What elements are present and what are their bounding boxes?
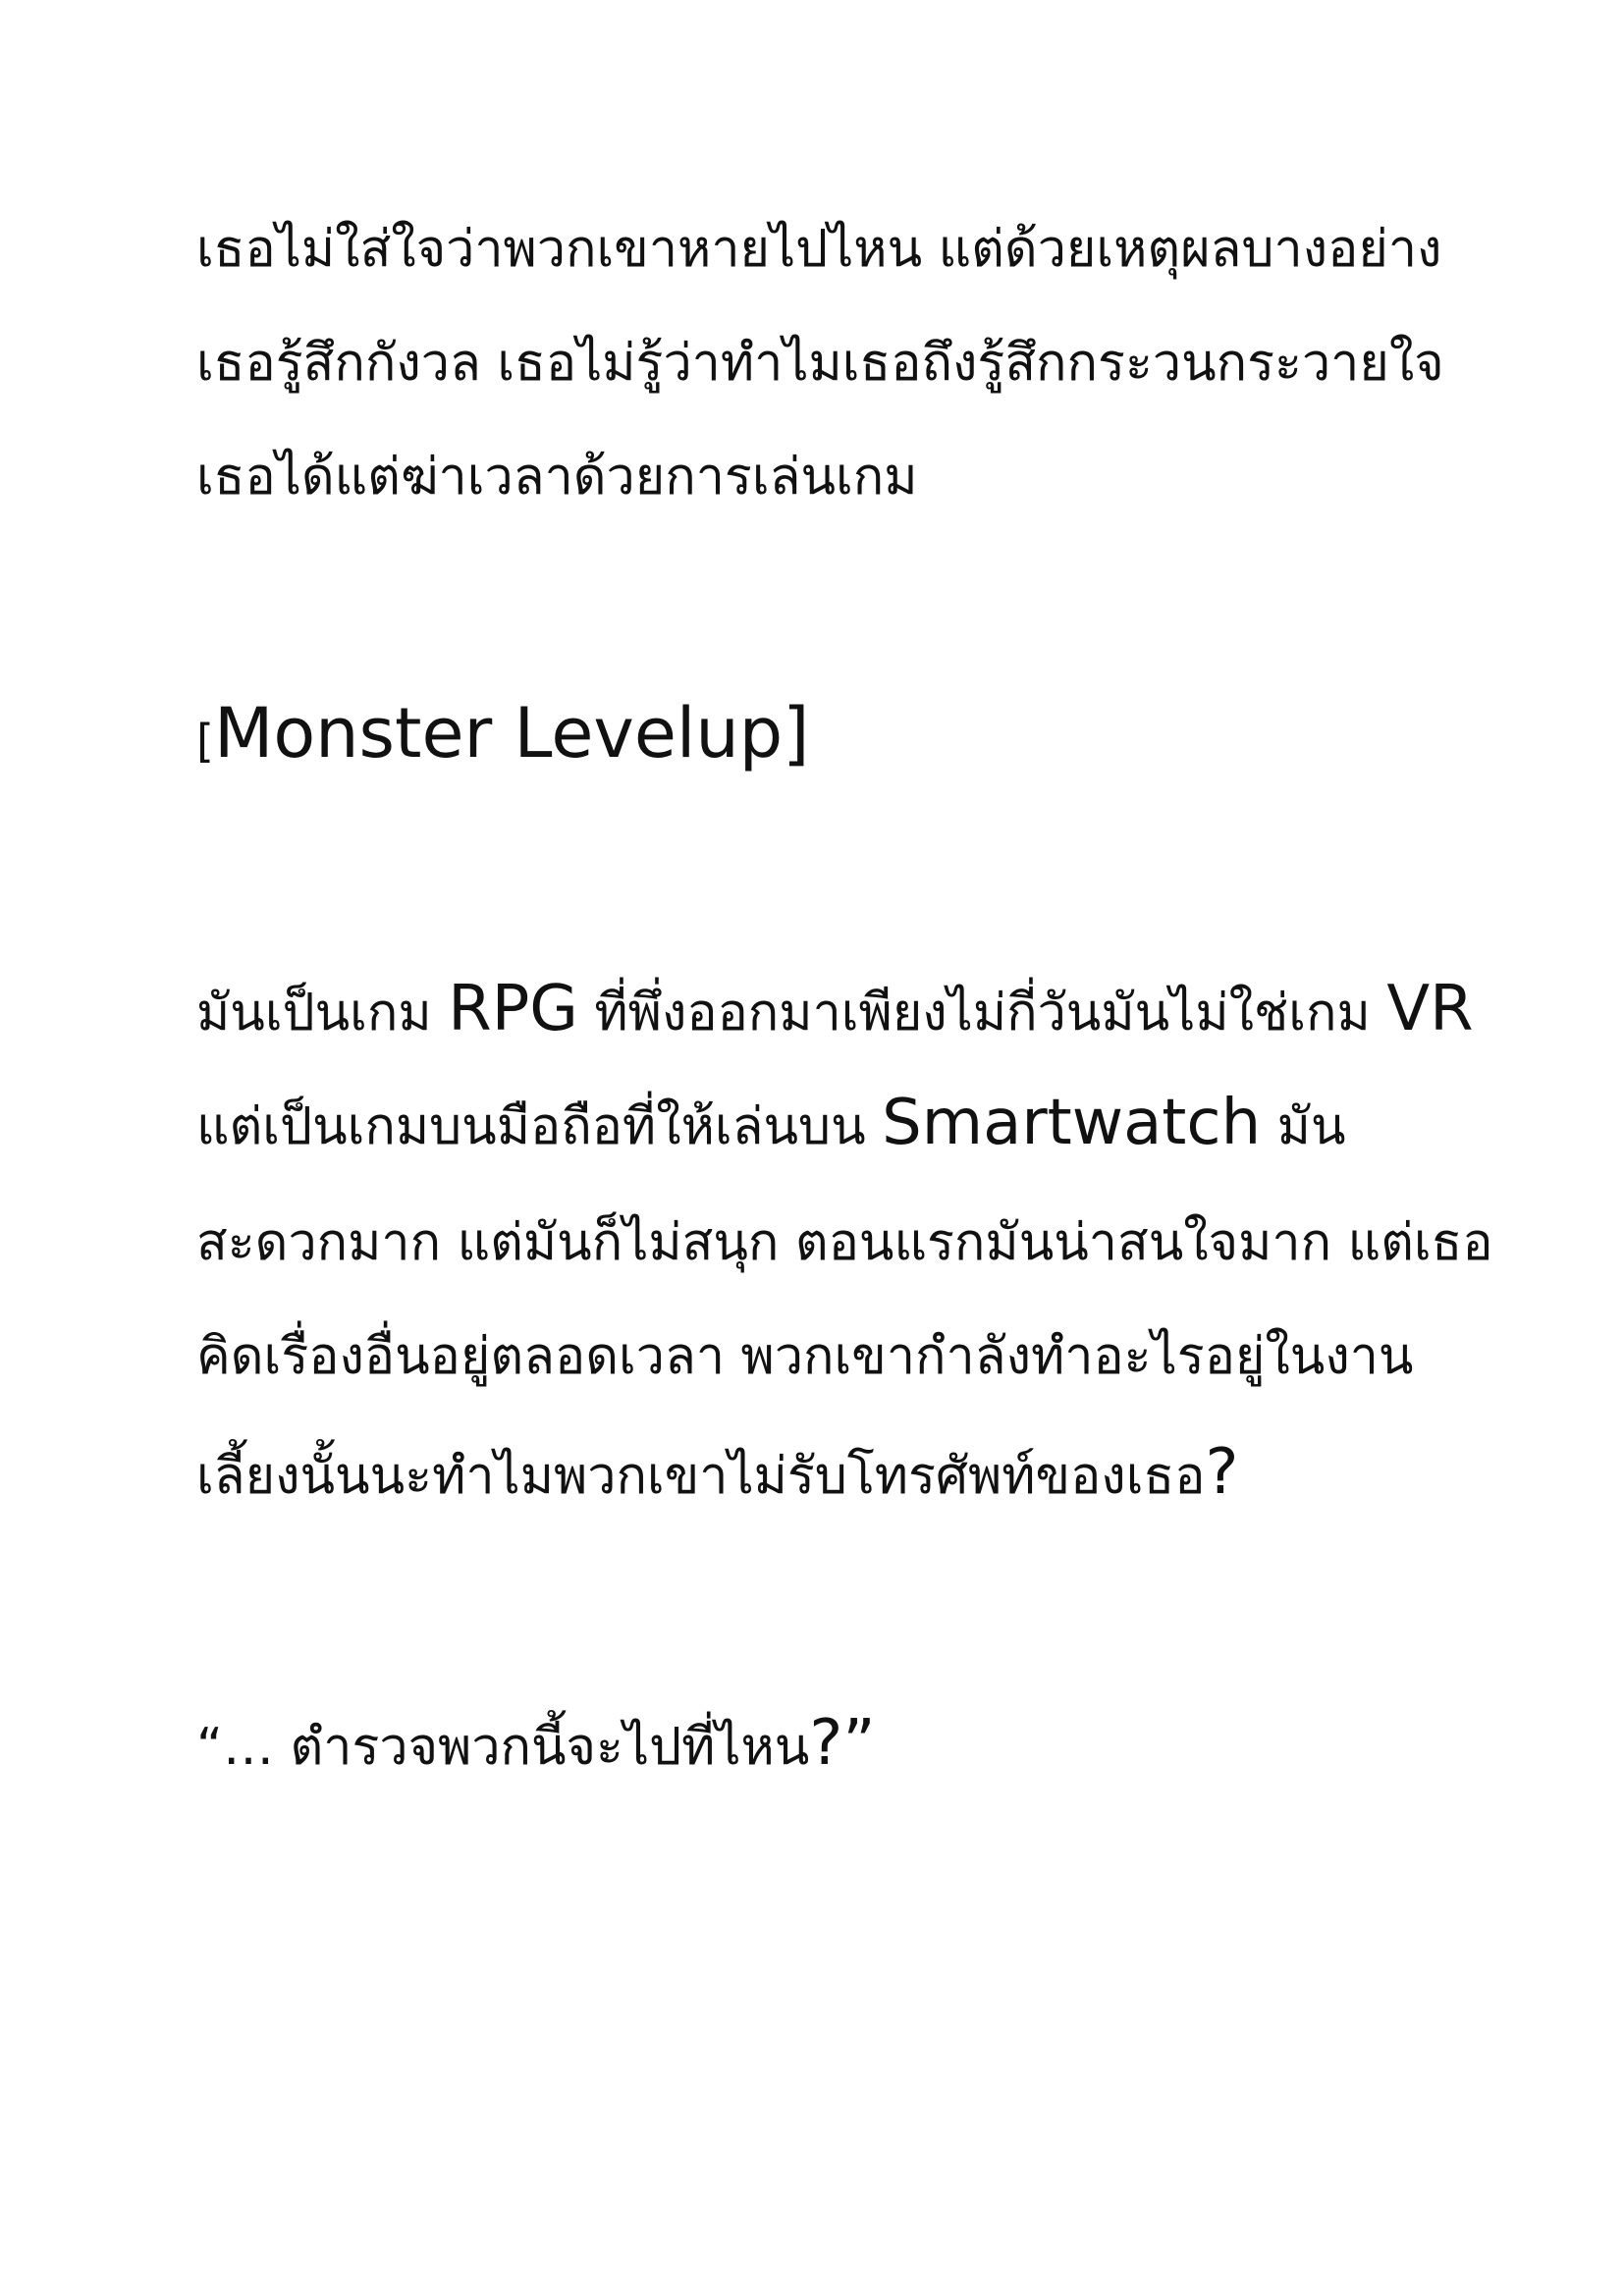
p2-line2-thai-a: แต่เป็นเกมบนมือถือที่ให้เล่นบน: [196, 1097, 883, 1156]
paragraph2-line1: [196, 973, 1474, 1045]
chapter-heading: [196, 693, 810, 774]
paragraph1-line2: เธอรู้สึกกังวล เธอไม่รู้ว่าทำไมเธอถึงรู้สึกกระวนกระวายใจ: [196, 334, 1444, 393]
p2-line1-thai-c: ที่พึ่งออกมาเพียงไม่กี่วันมันไม่ใช่เกม: [577, 984, 1387, 1042]
paragraph2-line2: [196, 1087, 1346, 1159]
paragraph1-line3: เธอได้แต่ฆ่าเวลาด้วยการเล่นเกม: [196, 448, 918, 507]
heading-open-bracket: [: [196, 715, 214, 768]
p2-line2-smartwatch: Smartwatch: [882, 1087, 1262, 1159]
paragraph2-line3: สะดวกมาก แต่มันก็ไม่สนุก ตอนแรกมันน่าสนใจมาก แต่เธอ: [196, 1213, 1493, 1272]
paragraph2-line5: [196, 1436, 1239, 1509]
p2-line5-thai: เลี้ยงนั้นนะทำไมพวกเขาไม่รับโทรศัพท์ของเธอ: [196, 1447, 1206, 1506]
dialogue-line: [196, 1707, 876, 1780]
p2-line1-vr: VR: [1386, 973, 1474, 1045]
p2-line1-thai-a: มันเป็นเกม: [196, 984, 449, 1042]
dialogue-close-quote: ”: [842, 1707, 876, 1780]
p2-line5-question-mark: ?: [1205, 1436, 1239, 1509]
p2-line2-thai-c: มัน: [1261, 1097, 1346, 1156]
paragraph1-line1: เธอไม่ใส่ใจว่าพวกเขาหายไปไหน แต่ด้วยเหตุผลบางอย่าง: [196, 220, 1442, 279]
paragraph2-line4: คิดเรื่องอื่นอยู่ตลอดเวลา พวกเขากำลังทำอะไรอยู่ในงาน: [196, 1327, 1414, 1386]
p2-line1-rpg: RPG: [448, 973, 578, 1045]
dialogue-thai: “… ตำรวจพวกนี้จะไปที่ไหน: [196, 1718, 810, 1777]
heading-text: Monster Levelup]: [213, 693, 810, 774]
dialogue-question-mark: ?: [809, 1707, 843, 1780]
